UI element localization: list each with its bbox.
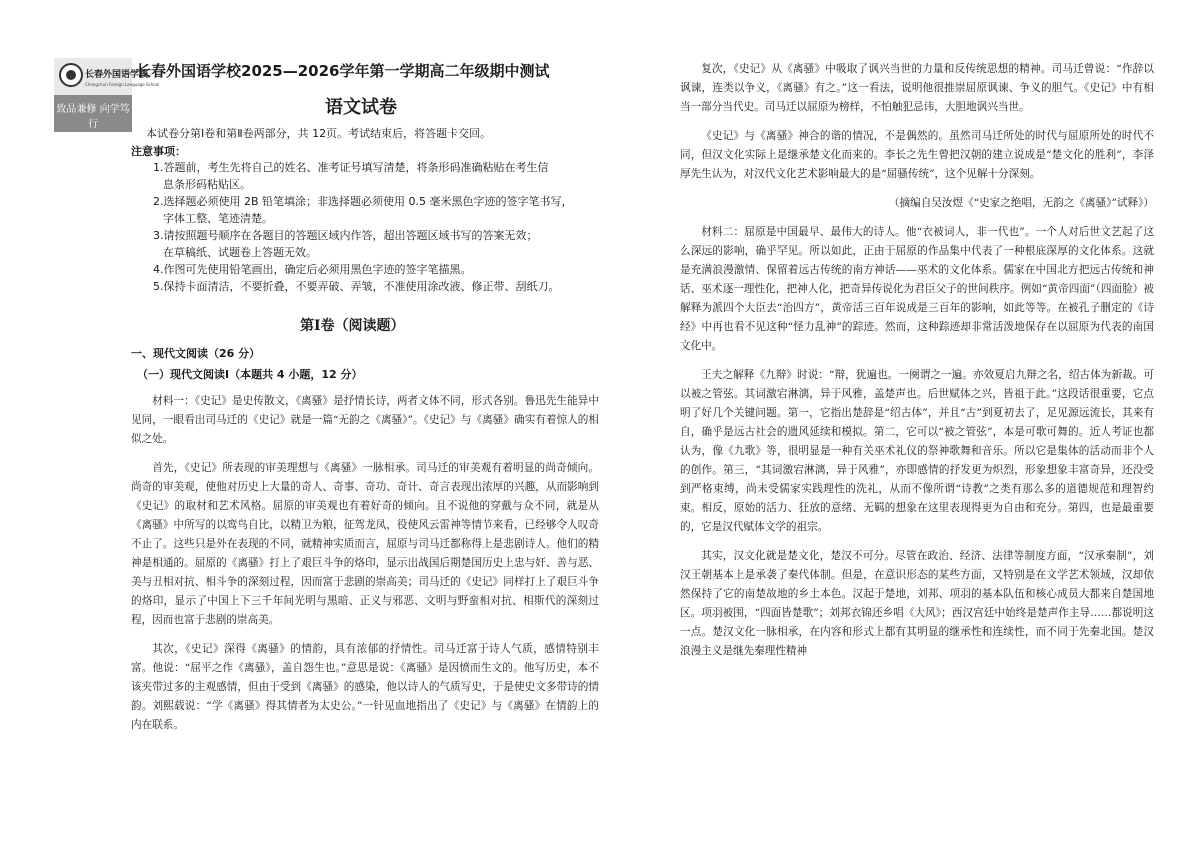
source-citation: （摘编自吴汝煜《“史家之绝唱，无韵之《离骚》”试释》） <box>888 197 1154 209</box>
school-logo <box>54 58 160 146</box>
note-line: 5.保持卡面清洁，不要折叠，不要弄破、弄皱，不准使用涂改液、修正带、刮纸刀。 <box>153 280 560 293</box>
paragraph: 材料一：《史记》是史传散文，《离骚》是抒情长诗，两者文体不同，形式各别。鲁迅先生能异中见同，一眼看出司马迁的《史记》就是一篇“无韵之《离骚》”。《史记》与《离骚》确实有着惊人的相似之处。 <box>131 395 599 445</box>
logo-top <box>54 58 160 95</box>
motto-en: Moral Cultivation Persistent Endeavor <box>58 134 128 146</box>
left-column-text <box>131 392 599 792</box>
section-title: 第Ⅰ卷（阅读题） <box>300 318 405 334</box>
note-line: 3.请按照题号顺序在各题目的答题区域内作答，超出答题区域书写的答案无效； <box>153 229 538 242</box>
paragraph: 材料二：屈原是中国最早、最伟大的诗人。他“衣被词人，非一代也”。一个人对后世文艺起了这么深远的影响，确乎罕见。所以如此，正由于屈原的作品集中代表了一种根底深厚的文化体系。这就是充满浪漫激情、保留着远古传统的南方神话——巫术的文化体系。儒家在中国北方把远古传统和神话、巫术逐一理性化，把神人化，把奇异传说化为君臣父子的世间秩序。例如“黄帝四面”（四面脸）被解释为派四个大臣去“治四方”，黄帝活三百年说成是三百年的影响，如此等等。在被孔子删定的《诗经》中再也看不见这种“怪力乱神”的踪迹。然而，这种踪迹却非常活泼地保存在以屈原为代表的南国文化中。 <box>680 226 1154 352</box>
note-line: 息条形码粘贴区。 <box>163 178 251 191</box>
paragraph: 复次，《史记》从《离骚》中吸取了讽兴当世的力量和反传统思想的精神。司马迁曾说：“作辞以讽谏，连类以争义，《离骚》有之。”这一看法，说明他很推崇屈原讽谏、争义的胆气。《史记》中有相当一部分当代史。司马迁以屈原为榜样，不怕触犯忌讳，大胆地讽兴当世。 <box>680 63 1154 113</box>
paragraph: 其实，汉文化就是楚文化，楚汉不可分。尽管在政治、经济、法律等制度方面，“汉承秦制”，刘汉王朝基本上是承袭了秦代体制。但是，在意识形态的某些方面，又特别是在文学艺术领域，汉却依然保持了它的南楚故地的乡土本色。汉起于楚地，刘邦、项羽的基本队伍和核心成员大都来自楚国地区。项羽被围，“四面皆楚歌”；刘邦衣锦还乡唱《大风》；西汉宫廷中始终是楚声作主导……都说明这一点。楚汉文化一脉相承，在内容和形式上都有其明显的继承性和连续性，而不同于先秦北国。楚汉浪漫主义是继先秦理性精神 <box>680 550 1154 657</box>
subject-title: 语文试卷 <box>325 97 397 118</box>
motto-cn: 致品兼修 向学笃行 <box>56 104 130 130</box>
exam-intro: 本试卷分第Ⅰ卷和第Ⅱ卷两部分，共 12页。考试结束后，将答题卡交回。 <box>146 127 492 140</box>
logo-brand-text: 长春外国语学校 <box>85 70 149 80</box>
paragraph: 首先，《史记》所表现的审美理想与《离骚》一脉相承。司马迁的审美观有着明显的尚奇倾向。尚奇的审美观，使他对历史上大量的奇人、奇事、奇功、奇计、奇言表现出浓厚的兴趣，从而影响到《史记》的取材和艺术风格。屈原的审美观也有着好奇的倾向。且不说他的穿戴与众不同，就是从《离骚》中所写的以鸾鸟自比，以精卫为粮，征驾龙凤，役使风云雷神等情节来看，已经够令人叹奇不止了。这些只是外在表现的不同，就精神实质而言，屈原与司马迁都称得上是悲剧诗人。他们的精神是相通的。屈原的《离骚》打上了艰巨斗争的烙印，显示出战国后期楚国历史上忠与奸、善与恶、美与丑相对抗、相斗争的深刻过程，因而富于悲剧的崇高美；司马迁的《史记》同样打上了艰巨斗争的烙印，显示了中国上下三千年间光明与黑暗、正义与邪恶、文明与野蛮相对抗、相斯代的深刻过程，因而也富于悲剧的崇高美。 <box>131 462 599 626</box>
note-line: 字体工整、笔迹清楚。 <box>163 212 273 225</box>
logo-english-text: Changchun Foreign Language School <box>85 82 160 87</box>
paragraph: 其次，《史记》深得《离骚》的情韵，具有浓郁的抒情性。司马迁富于诗人气质，感情特别丰富。他说：“屈平之作《离骚》，盖自怨生也。”意思是说：《离骚》是因愤而生文的。他写历史，本不该夹带过多的主观感情，但由于受到《离骚》的感染，他以诗人的气质写史，于是使史文多带诗的情韵。刘熙载说：“学《离骚》得其情者为太史公。”一针见血地指出了《史记》与《离骚》在情韵上的内在联系。 <box>131 643 599 731</box>
school-emblem-icon <box>59 63 83 87</box>
note-line: 1.答题前，考生先将自己的姓名、准考证号填写清楚，将条形码准确粘贴在考生信 <box>153 161 549 174</box>
paragraph: 王夫之解释《九辩》时说：“辩，犹遍也。一阕谓之一遍。亦效夏启九辩之名，绍古体为新裁。可以被之管弦。其词激宕淋漓，异于风雅，盖楚声也。后世赋体之兴，皆祖于此。”这段话很重要，它点明了好几个关键问题。第一，它指出楚辞是“绍古体”，并且“古”到夏初去了，足见源远流长，其来有自，确乎是远古社会的遗风延续和模拟。第二，它可以“被之管弦”，本是可歌可舞的。近人考证也都认为，像《九歌》等，很明显是一种有关巫术礼仪的祭神歌舞和音乐。所以它是集体的活动而非个人的创作。第三，“其词激宕淋漓，异于风雅”，亦即感情的抒发更为炽烈，形象想象丰富奇异，还没受到严格束缚，尚未受儒家实践理性的洗礼，从而不像所谓“诗教”之类有那么多的道德规范和理智约束。相反，原始的活力、狂放的意绪、无羁的想象在这里表现得更为自由和充分。第四，也是最重要的，它是汉代赋体文学的祖宗。 <box>680 369 1154 533</box>
exam-title: 长春外国语学校2025—2026学年第一学期高二年级期中测试 <box>136 62 550 80</box>
note-line: 在草稿纸、试题卷上答题无效。 <box>163 246 317 259</box>
notes-heading: 注意事项： <box>131 145 186 158</box>
logo-motto <box>54 95 132 146</box>
notes-list <box>153 160 603 296</box>
note-line: 2.选择题必须使用 2B 铅笔填涂；非选择题必须使用 0.5 毫米黑色字迹的签字笔书写， <box>153 195 573 208</box>
subpart-heading: （一）现代文阅读Ⅰ（本题共 4 小题，12 分） <box>137 368 363 381</box>
right-column-text <box>680 60 1154 842</box>
paragraph: 《史记》与《离骚》神合的谐的情况，不是偶然的。虽然司马迁所处的时代与屈原所处的时代不同，但汉文化实际上是继承楚文化而来的。李长之先生曾把汉朝的建立说成是“楚文化的胜利”，李泽厚先生认为，对汉代文化艺术影响最大的是“屈骚传统”，这个见解十分深刻。 <box>680 130 1154 180</box>
part-heading: 一、现代文阅读（26 分） <box>131 347 261 360</box>
note-line: 4.作图可先使用铅笔画出，确定后必须用黑色字迹的签字笔描黑。 <box>153 263 472 276</box>
